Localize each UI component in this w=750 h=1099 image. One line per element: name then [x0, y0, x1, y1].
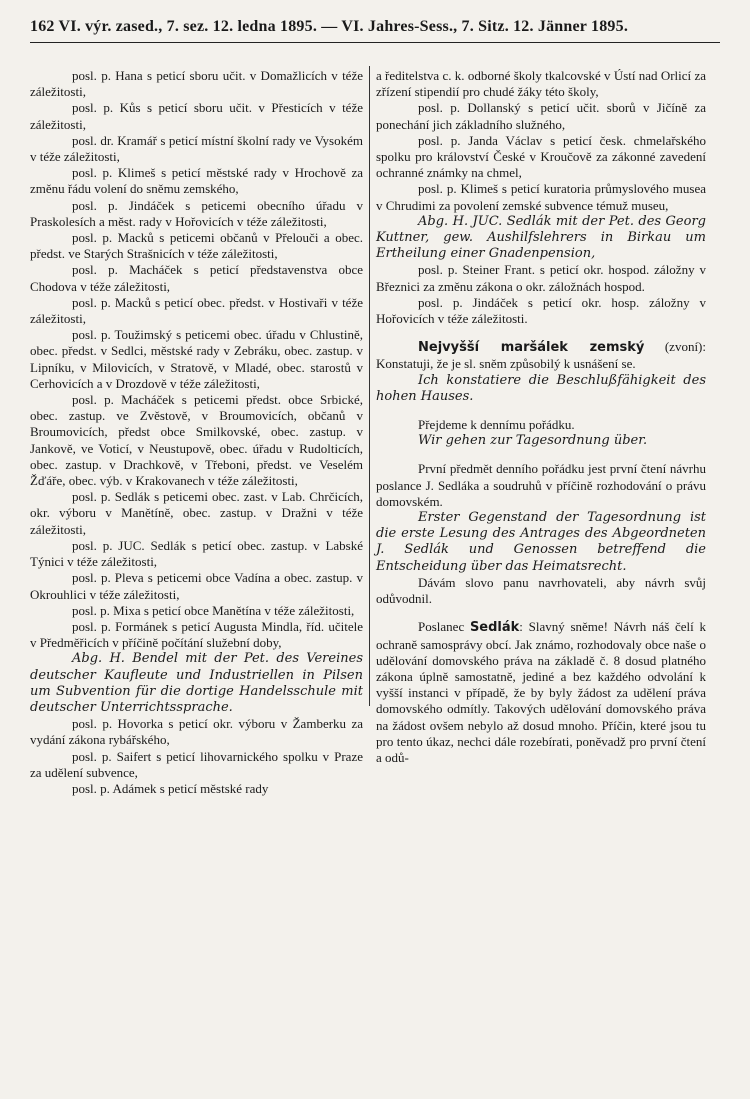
left-paragraph: posl. p. Macháček s peticemi předst. obce Srbické, obec. zastup. ve Zvěstově, v Broumovicích, občanů v Broumovicích, předst obce Smilkovské, obec. zastup. v Jankově, ve Voticí, v Neustupově, obec. úřadu v Rudolticích, obec. zastup. v Drachkově, v Třeboni, předst. ve Veselém Žďáře, obec. výb. v Krakovanech v téže záležitosti, — [30, 392, 363, 489]
left-paragraph: posl. p. Macků s peticemi občanů v Přelouči a obec. předst. ve Starých Strašnicích v téže záležitosti, — [30, 230, 363, 262]
marshal-text: (zvoní): Konstatuji, že je sl. sněm způsobilý k usnášení se. — [376, 339, 706, 372]
right-paragraph: posl. p. Steiner Frant. s peticí okr. hospod. záložny v Březnici za změnu zákona o okr. záložnách hospod. — [376, 262, 706, 294]
left-paragraph: posl. p. Macháček s peticí představenstva obce Chodova v téže záležitosti, — [30, 262, 363, 294]
left-column — [30, 68, 363, 797]
marshal-name: Nejvyšší maršálek zemský — [418, 340, 645, 356]
agenda-item: První předmět denního pořádku jest první čtení návrhu poslance J. Sedláka a soudruhů v příčině rozhodování o právu domovském. — [376, 461, 706, 509]
left-paragraph: posl. p. Kůs s peticí sboru učit. v Přesticích v téže záležitosti, — [30, 100, 363, 132]
speaker-name: Sedlák — [469, 620, 520, 636]
left-paragraph: posl. p. Formánek s peticí Augusta Mindla, říd. učitele v Předměřicích v příčině počítání služební doby, — [30, 618, 363, 651]
left-paragraph: posl. p. Mixa s peticí obce Manětína v téže záležitosti, — [72, 602, 355, 618]
marshal-statement — [376, 339, 706, 372]
column-divider — [369, 66, 370, 706]
left-paragraph: posl. p. Klimeš s peticí městské rady v Hrochově za změnu řádu volení do sněmu zemského, — [30, 165, 363, 197]
page-header — [30, 18, 720, 43]
right-paragraph: posl. p. Janda Václav s peticí česk. chmelařského spolku pro království České v Kroučově za zákonné zavedení ochranné známky na chmel, — [376, 132, 706, 181]
right-paragraph: a ředitelstva c. k. odborné školy tkalcovské v Ústí nad Orlicí za zřízení stipendií pro chudé žáky této školy, — [376, 68, 706, 100]
agenda-item-german: Erster Gegenstand der Tagesordnung ist die erste Lesung des Antrages des Abgeordneten J. Sedlák und Genossen betreffend die Entscheidung über das Heimatsrecht. — [376, 510, 706, 574]
header-text: 162 VI. výr. zased., 7. sez. 12. ledna 1895. — VI. Jahres-Sess., 7. Sitz. 12. Jänner 1895. — [30, 18, 629, 35]
left-paragraph: posl. p. Hovorka s peticí okr. výboru v Žamberku za vydání zákona rybářského, — [30, 716, 363, 748]
left-paragraph: posl. p. Adámek s peticí městské rady — [72, 780, 269, 796]
agenda-statement-german: Wir gehen zur Tagesordnung über. — [418, 433, 648, 449]
speaker-prefix: Poslanec — [418, 619, 470, 635]
left-paragraph: posl. p. JUC. Sedlák s peticí obec. zastup. v Labské Týnici v téže záležitosti, — [30, 537, 363, 570]
right-paragraph: posl. p. Dollanský s peticí učit. sborů v Jičíně za ponechání jich základního služného, — [376, 100, 706, 132]
agenda-statement: Přejdeme k dennímu pořádku. — [418, 417, 575, 433]
left-paragraph: posl. dr. Kramář s peticí místní školní rady ve Vysokém v téže záležitosti, — [30, 132, 363, 165]
left-paragraph: posl. p. Hana s peticí sboru učit. v Domažlicích v téže záležitosti, — [30, 68, 363, 100]
right-paragraph-german: Abg. H. JUC. Sedlák mit der Pet. des Georg Kuttner, gew. Aushilfslehrers in Birkau um Ertheilung einer Gnadenpension, — [376, 213, 706, 262]
left-paragraph-german: Abg. H. Bendel mit der Pet. des Vereines deutscher Kaufleute und Industriellen in Pilsen um Subvention für die dortige Handelsschule mit deutscher Unterrichtssprache. — [30, 651, 363, 715]
header-rule — [30, 42, 720, 43]
left-paragraph: posl. p. Sedlák s peticemi obec. zast. v Lab. Chrčicích, okr. výboru v Manětíně, obec. zastup. v Dražni v téže záležitosti, — [30, 489, 363, 537]
speech — [376, 619, 706, 766]
marshal-statement-german: Ich konstatiere die Beschlußfähigkeit des hohen Hauses. — [376, 372, 706, 404]
left-paragraph: posl. p. Macků s peticí obec. předst. v Hostivaři v téže záležitosti, — [30, 294, 363, 327]
left-paragraph: posl. p. Saifert s peticí lihovarnického spolku v Praze za udělení subvence, — [30, 748, 363, 780]
right-column — [376, 68, 706, 766]
floor-given: Dávám slovo panu navrhovateli, aby návrh svůj odůvodnil. — [376, 574, 706, 607]
right-paragraph: posl. p. Klimeš s peticí kuratoria průmyslového musea v Chrudimi za povolení zemské subvence témuž museu, — [376, 181, 706, 213]
speech-text: : Slavný sněme! Návrh náš čelí k ochraně samosprávy obcí. Jak známo, rozhodovaly obce naše o udělování domovského práva na základě č. 8 dosud platného zákona úplně samostatně, jediné a bez každého odvolání k vyšší instanci v případě, že by byly žádost za udělení práva domovského odmítly. Takových udělování domovského práva na žádost ovšem nebylo až dosud mnoho. Příčin, které jsou tu pro tento úkaz, nechci dále rozebírati, poněvadž pro první čtení a odů- — [376, 619, 706, 765]
left-paragraph: posl. p. Jindáček s peticemi obecního úřadu v Praskolesích a měst. rady v Hořovicích v téže záležitosti, — [30, 197, 363, 229]
left-paragraph: posl. p. Pleva s peticemi obce Vadína a obec. zastup. v Okrouhlici v téže záležitosti, — [30, 570, 363, 602]
right-paragraph: posl. p. Jindáček s peticí okr. hosp. záložny v Hořovicích v téže záležitosti. — [376, 294, 706, 327]
left-paragraph: posl. p. Toužimský s peticemi obec. úřadu v Chlustině, obec. předst. v Sedlci, městské rady v Zebráku, obec. zastup. v Lipníku, v Milovicích, v Stratově, v Mladé, obec. starostů v Cerhovicích a v Drozdově v téže záležitosti, — [30, 327, 363, 391]
